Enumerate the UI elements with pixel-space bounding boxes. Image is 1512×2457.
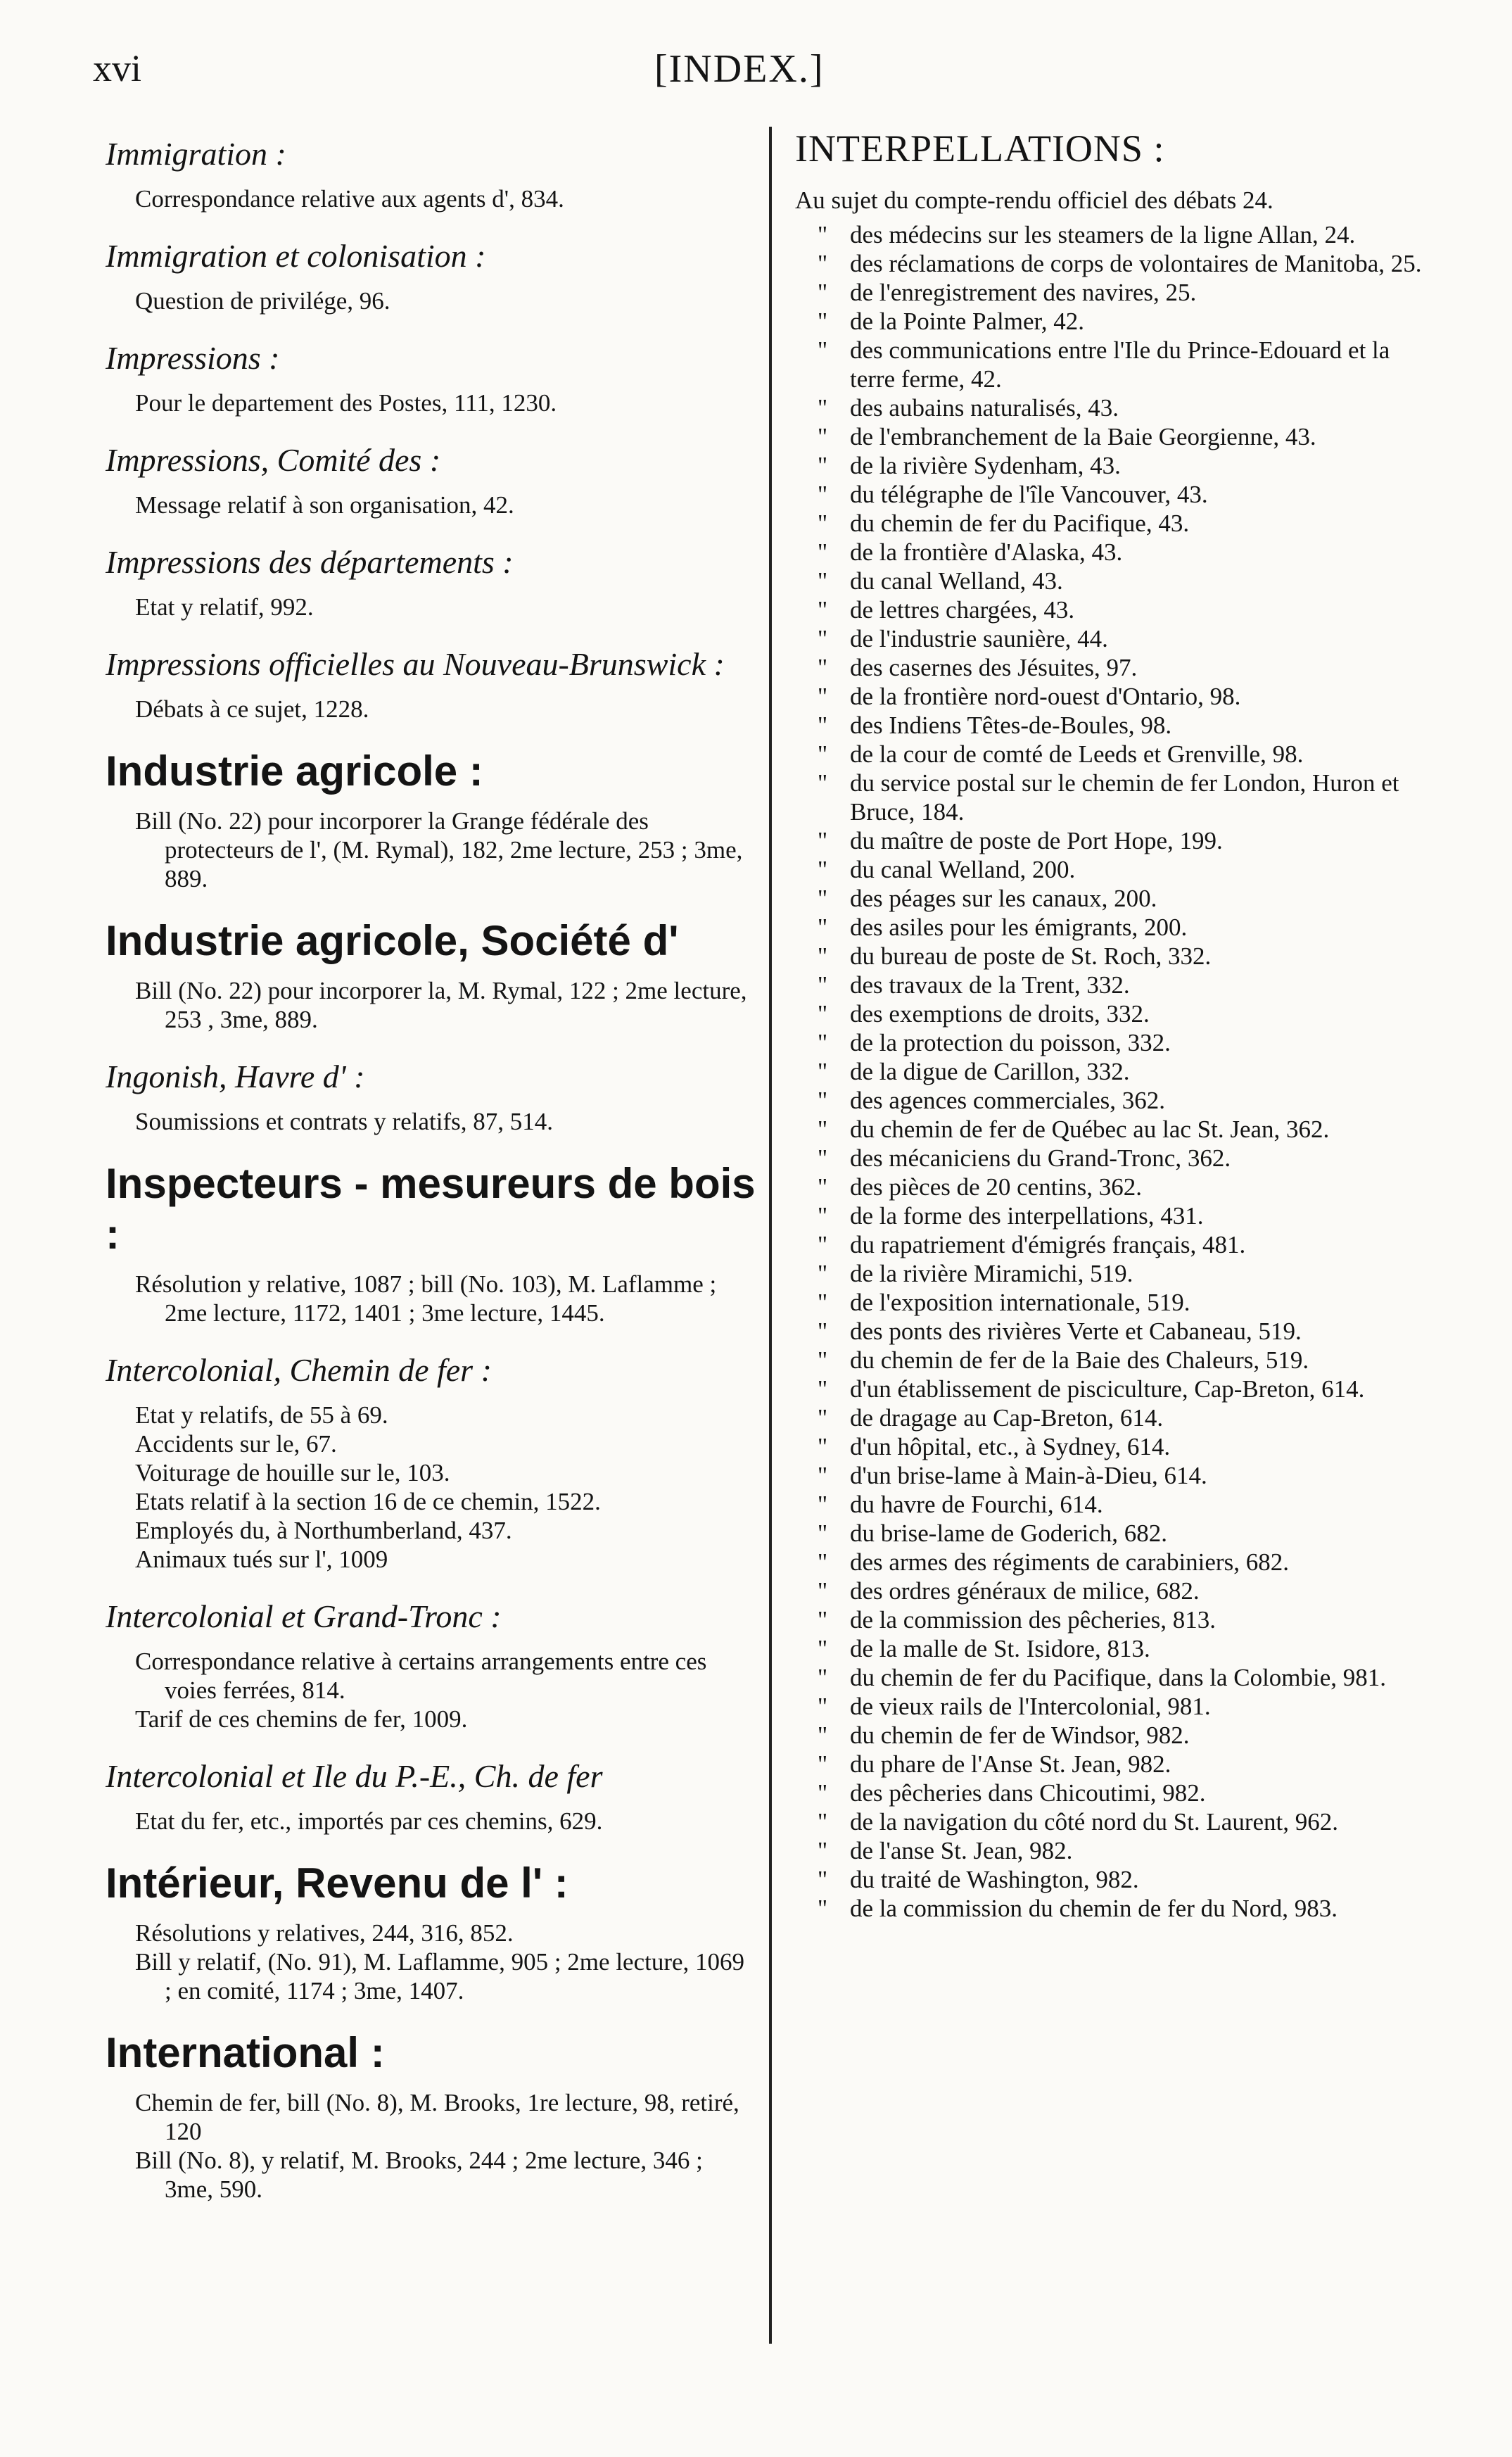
entry-text: des ordres généraux de milice, 682. [850,1577,1200,1605]
entry-group [135,184,756,213]
ditto-mark: " [817,1577,828,1605]
interpellation-entry [795,1057,1428,1086]
ditto-mark: " [817,1664,828,1691]
ditto-mark: " [817,1116,828,1143]
interpellation-entry [795,769,1428,826]
ditto-mark: " [817,308,828,335]
entry-text: des communications entre l'Ile du Prince-Edouard et la terre ferme, 42. [850,336,1390,393]
interpellation-entry [795,711,1428,740]
page-header [0,42,1512,106]
interpellation-entry [795,1230,1428,1259]
interpellation-entry [795,480,1428,509]
entry-text: des péages sur les canaux, 200. [850,885,1157,912]
interpellation-entry [795,942,1428,971]
entry-text: de la frontière nord-ouest d'Ontario, 98. [850,683,1241,710]
interpellation-entry [795,1201,1428,1230]
index-entry: Employés du, à Northumberland, 437. [135,1517,512,1544]
entry-group [135,1647,756,1733]
ditto-mark: " [817,394,828,422]
ditto-mark: " [817,336,828,364]
ditto-mark: " [817,625,828,652]
index-entry: Animaux tués sur l', 1009 [135,1546,388,1573]
ditto-mark: " [817,1433,828,1460]
ditto-mark: " [817,1346,828,1374]
ditto-mark: " [817,250,828,277]
index-entry: Correspondance relative à certains arrangements entre ces voies ferrées, 814. [135,1648,707,1704]
interpellation-entry [795,1461,1428,1490]
interpellation-entry [795,1115,1428,1144]
entry-text: de la Pointe Palmer, 42. [850,308,1084,335]
entry-text: du chemin de fer de la Baie des Chaleurs, 519. [850,1346,1309,1374]
interpellation-entry [795,393,1428,422]
interpellation-entry [795,971,1428,999]
ditto-mark: " [817,1895,828,1922]
first-entry: Au sujet du compte-rendu officiel des débats 24. [795,187,1273,214]
ditto-mark: " [817,538,828,566]
entry-text: du phare de l'Anse St. Jean, 982. [850,1750,1171,1778]
ditto-mark: " [817,596,828,624]
entry-text: de la commission du chemin de fer du Nord, 983. [850,1895,1338,1922]
ditto-mark: " [817,1058,828,1085]
ditto-mark: " [817,971,828,999]
entry-group [135,695,756,724]
entry-text: des asiles pour les émigrants, 200. [850,914,1188,941]
ditto-mark: " [817,1000,828,1028]
interpellation-entry [795,538,1428,567]
interpellation-entry [795,1490,1428,1519]
entry-group [135,286,756,315]
entry-group [135,1107,756,1136]
index-entry: Voiturage de houille sur le, 103. [135,1459,450,1486]
index-heading: Intercolonial, Chemin de fer : [106,1352,492,1388]
interpellation-entry [795,278,1428,307]
interpellation-entry [795,1750,1428,1779]
interpellation-entry [795,1721,1428,1750]
ditto-mark: " [817,481,828,508]
ditto-mark: " [817,1318,828,1345]
interpellation-entry [795,1028,1428,1057]
ditto-mark: " [817,1231,828,1258]
ditto-mark: " [817,1750,828,1778]
index-heading: Impressions officielles au Nouveau-Brunswick : [106,646,725,682]
entry-text: du canal Welland, 43. [850,567,1063,595]
entry-text: de vieux rails de l'Intercolonial, 981. [850,1693,1211,1720]
interpellation-entry [795,624,1428,653]
interpellation-entry [795,1432,1428,1461]
entry-group [135,593,756,621]
interpellation-entry [795,855,1428,884]
entry-text: du chemin de fer de Windsor, 982. [850,1722,1190,1749]
ditto-mark: " [817,712,828,739]
interpellation-entry [795,336,1428,393]
index-heading: Impressions : [106,340,280,376]
ditto-mark: " [817,1779,828,1807]
entry-text: du service postal sur le chemin de fer London, Huron et Bruce, 184. [850,769,1399,826]
ditto-mark: " [817,1173,828,1201]
entry-text: de la protection du poisson, 332. [850,1029,1171,1056]
interpellation-entry [795,422,1428,451]
entry-group [135,807,756,893]
index-heading: Intercolonial et Grand-Tronc : [106,1598,502,1634]
section-title: INTERPELLATIONS : [795,127,1165,170]
index-heading: Impressions des départements : [106,544,514,580]
entry-text: du maître de poste de Port Hope, 199. [850,827,1223,854]
entry-text: d'un hôpital, etc., à Sydney, 614. [850,1433,1171,1460]
ditto-mark: " [817,1260,828,1287]
index-entry: Bill y relatif, (No. 91), M. Laflamme, 905 ; 2me lecture, 1069 ; en comité, 1174 ; 3me, 1407. [135,1948,745,2004]
ditto-mark: " [817,1722,828,1749]
ditto-mark: " [817,452,828,479]
interpellation-entry [795,999,1428,1028]
index-entry: Question de privilége, 96. [135,287,390,315]
ditto-mark: " [817,914,828,941]
interpellation-entry [795,884,1428,913]
index-entry: Correspondance relative aux agents d', 834. [135,185,564,213]
entry-text: de l'anse St. Jean, 982. [850,1837,1073,1864]
ditto-mark: " [817,740,828,768]
entry-text: de la navigation du côté nord du St. Laurent, 962. [850,1808,1339,1836]
interpellation-entry [795,451,1428,480]
interpellation-entry [795,220,1428,249]
index-entry: Pour le departement des Postes, 111, 1230. [135,389,557,417]
index-entry: Résolutions y relatives, 244, 316, 852. [135,1919,514,1947]
ditto-mark: " [817,1866,828,1893]
interpellation-entry [795,1144,1428,1173]
index-heading: International : [106,2029,385,2076]
interpellation-entry [795,1173,1428,1201]
entry-text: de lettres chargées, 43. [850,596,1075,624]
ditto-mark: " [817,1837,828,1864]
entry-text: des aubains naturalisés, 43. [850,394,1119,422]
ditto-mark: " [817,1520,828,1547]
index-heading: Industrie agricole : [106,747,483,795]
entry-text: de la forme des interpellations, 431. [850,1202,1204,1230]
entry-text: de l'industrie saunière, 44. [850,625,1108,652]
entry-group [135,491,756,519]
index-entry: Tarif de ces chemins de fer, 1009. [135,1705,468,1733]
entry-text: de la malle de St. Isidore, 813. [850,1635,1150,1662]
entry-text: du télégraphe de l'île Vancouver, 43. [850,481,1208,508]
entry-group [135,2088,756,2204]
interpellation-entry [795,1894,1428,1923]
entry-text: des réclamations de corps de volontaires de Manitoba, 25. [850,250,1422,277]
interpellation-entry [795,1663,1428,1692]
ditto-mark: " [817,1375,828,1403]
entry-text: du traité de Washington, 982. [850,1866,1139,1893]
ditto-mark: " [817,1144,828,1172]
entry-text: des pêcheries dans Chicoutimi, 982. [850,1779,1206,1807]
column-divider [769,127,772,2344]
entry-text: des ponts des rivières Verte et Cabaneau, 519. [850,1318,1302,1345]
index-heading: Intérieur, Revenu de l' : [106,1859,568,1907]
interpellation-entry [795,509,1428,538]
entry-text: de la cour de comté de Leeds et Grenville, 98. [850,740,1304,768]
index-entry: Accidents sur le, 67. [135,1430,337,1458]
entry-text: du havre de Fourchi, 614. [850,1491,1103,1518]
interpellation-entry [795,307,1428,336]
ditto-mark: " [817,1693,828,1720]
entry-text: de la digue de Carillon, 332. [850,1058,1130,1085]
ditto-mark: " [817,1606,828,1634]
ditto-mark: " [817,827,828,854]
entry-text: d'un brise-lame à Main-à-Dieu, 614. [850,1462,1207,1489]
interpellation-entry [795,1519,1428,1548]
interpellation-entry [795,1807,1428,1836]
ditto-mark: " [817,423,828,450]
interpellation-entry [795,1375,1428,1403]
index-heading: Immigration et colonisation : [106,238,486,274]
index-entry: Etat y relatif, 992. [135,593,314,621]
interpellation-entry [795,1605,1428,1634]
entry-text: de dragage au Cap-Breton, 614. [850,1404,1164,1432]
entry-text: des casernes des Jésuites, 97. [850,654,1138,681]
interpellation-entry [795,249,1428,278]
interpellation-entry [795,1403,1428,1432]
entry-text: de la rivière Sydenham, 43. [850,452,1121,479]
ditto-mark: " [817,1087,828,1114]
ditto-mark: " [817,885,828,912]
entry-group [135,389,756,417]
entry-group [135,1270,756,1327]
entry-text: de la commission des pêcheries, 813. [850,1606,1216,1634]
entry-text: de l'embranchement de la Baie Georgienne, 43. [850,423,1316,450]
index-entry: Débats à ce sujet, 1228. [135,695,369,723]
interpellation-entry [795,1634,1428,1663]
ditto-mark: " [817,1202,828,1230]
index-entry: Etat du fer, etc., importés par ces chemins, 629. [135,1807,603,1835]
interpellation-entry [795,682,1428,711]
index-entry: Soumissions et contrats y relatifs, 87, 514. [135,1108,553,1135]
entry-group [135,976,756,1034]
ditto-mark: " [817,769,828,797]
entry-text: des pièces de 20 centins, 362. [850,1173,1143,1201]
entry-text: des exemptions de droits, 332. [850,1000,1150,1028]
index-heading: Intercolonial et Ile du P.-E., Ch. de fer [106,1758,603,1794]
entry-text: du canal Welland, 200. [850,856,1076,883]
entry-list [795,220,1428,1923]
ditto-mark: " [817,1029,828,1056]
interpellation-entry [795,913,1428,942]
interpellation-entry [795,567,1428,595]
interpellation-entry [795,1346,1428,1375]
interpellation-entry [795,653,1428,682]
index-entry: Etats relatif à la section 16 de ce chemin, 1522. [135,1488,601,1515]
index-heading: Ingonish, Havre d' : [106,1059,365,1094]
ditto-mark: " [817,654,828,681]
ditto-mark: " [817,1462,828,1489]
index-entry: Chemin de fer, bill (No. 8), M. Brooks, 1re lecture, 98, retiré, 120 [135,2089,739,2145]
ditto-mark: " [817,683,828,710]
ditto-mark: " [817,1404,828,1432]
interpellation-entry [795,1317,1428,1346]
ditto-mark: " [817,1635,828,1662]
entry-text: des mécaniciens du Grand-Tronc, 362. [850,1144,1231,1172]
entry-text: des agences commerciales, 362. [850,1087,1166,1114]
interpellation-entry [795,1692,1428,1721]
interpellation-entry [795,826,1428,855]
entry-text: des Indiens Têtes-de-Boules, 98. [850,712,1172,739]
ditto-mark: " [817,1289,828,1316]
interpellation-entry [795,1288,1428,1317]
index-entry: Etat y relatifs, de 55 à 69. [135,1401,388,1429]
ditto-mark: " [817,942,828,970]
interpellation-entry [795,740,1428,769]
entry-text: des armes des régiments de carabiniers, 682. [850,1548,1289,1576]
interpellation-entry [795,595,1428,624]
index-entry: Message relatif à son organisation, 42. [135,491,514,519]
ditto-mark: " [817,221,828,248]
entry-text: des médecins sur les steamers de la ligne Allan, 24. [850,221,1356,248]
interpellation-entry [795,1779,1428,1807]
ditto-mark: " [817,279,828,306]
entry-text: du chemin de fer de Québec au lac St. Jean, 362. [850,1116,1330,1143]
interpellation-entry [795,1836,1428,1865]
index-heading: Impressions, Comité des : [106,442,441,478]
entry-text: du bureau de poste de St. Roch, 332. [850,942,1212,970]
page-number: xvi [93,47,142,89]
index-entry: Résolution y relative, 1087 ; bill (No. 103), M. Laflamme ; 2me lecture, 1172, 1401 ; 3me lecture, 1445. [135,1270,717,1327]
ditto-mark: " [817,567,828,595]
index-heading: Immigration : [106,136,286,172]
ditto-mark: " [817,1808,828,1836]
interpellation-entry [795,1086,1428,1115]
index-heading: Inspecteurs - mesureurs de bois : [106,1160,756,1258]
ditto-mark: " [817,510,828,537]
entry-group [135,1919,756,2005]
ditto-mark: " [817,1548,828,1576]
entry-text: des travaux de la Trent, 332. [850,971,1130,999]
index-entry: Bill (No. 22) pour incorporer la, M. Rymal, 122 ; 2me lecture, 253 , 3me, 889. [135,977,747,1033]
interpellation-entry [795,1865,1428,1894]
page-title: [INDEX.] [654,47,825,91]
entry-text: de l'exposition internationale, 519. [850,1289,1190,1316]
ditto-mark: " [817,1491,828,1518]
left-column [106,134,756,2226]
entry-text: du chemin de fer du Pacifique, 43. [850,510,1190,537]
interpellation-entry [795,1548,1428,1577]
entry-text: de la rivière Miramichi, 519. [850,1260,1133,1287]
entry-group [135,1807,756,1836]
entry-text: d'un établissement de pisciculture, Cap-Breton, 614. [850,1375,1365,1403]
entry-text: du rapatriement d'émigrés français, 481. [850,1231,1246,1258]
entry-text: de l'enregistrement des navires, 25. [850,279,1197,306]
index-entry: Bill (No. 22) pour incorporer la Grange fédérale des protecteurs de l', (M. Rymal), 182, 2me lecture, 253 ; 3me, 889. [135,807,743,892]
entry-text: du brise-lame de Goderich, 682. [850,1520,1167,1547]
right-column [795,127,1428,1923]
index-heading: Industrie agricole, Société d' [106,917,679,964]
interpellation-entry [795,1577,1428,1605]
ditto-mark: " [817,856,828,883]
entry-text: du chemin de fer du Pacifique, dans la Colombie, 981. [850,1664,1387,1691]
entry-text: de la frontière d'Alaska, 43. [850,538,1123,566]
interpellation-entry [795,1259,1428,1288]
entry-group [135,1401,756,1574]
index-entry: Bill (No. 8), y relatif, M. Brooks, 244 ; 2me lecture, 346 ; 3me, 590. [135,2147,703,2203]
